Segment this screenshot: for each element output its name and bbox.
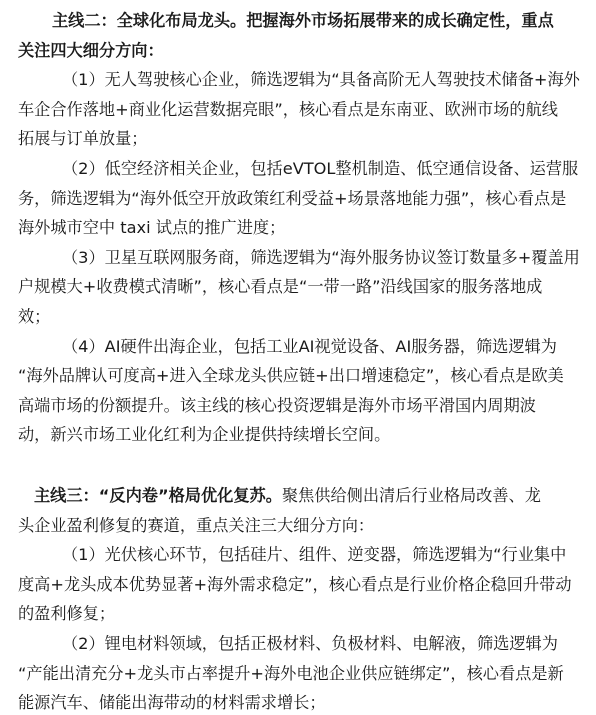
section3-item2-line3: 能源汽车、储能出海带动的材料需求增长；: [18, 693, 326, 713]
section2-item3-line2: 户规模大+收费模式清晰”，核心看点是“一带一路”沿线国家的服务落地成: [18, 277, 543, 297]
section2-heading-line2: 关注四大细分方向：: [18, 40, 164, 60]
section2-item1-line1: （1）无人驾驶核心企业，筛选逻辑为“具备高阶无人驾驶技术储备+海外: [62, 70, 580, 90]
section3-item1-line2: 度高+龙头成本优势显著+海外需求稳定”，核心看点是行业价格企稳回升带动: [18, 574, 572, 594]
section2-item4-line3: 高端市场的份额提升。该主线的核心投资逻辑是海外市场平滑国内周期波: [18, 395, 536, 415]
section2-item4-line1: （4）AI硬件出海企业，包括工业AI视觉设备、AI服务器，筛选逻辑为: [62, 336, 557, 356]
section2-item4-line2: “海外品牌认可度高+进入全球龙头供应链+出口增速稳定”，核心看点是欧美: [18, 366, 564, 386]
section2-item2-line3: 海外城市空中 taxi 试点的推广进度；: [18, 218, 286, 238]
section3-item1-line1: （1）光伏核心环节，包括硅片、组件、逆变器，筛选逻辑为“行业集中: [62, 545, 567, 565]
section2-item3-line1: （3）卫星互联网服务商，筛选逻辑为“海外服务协议签订数量多+覆盖用: [62, 247, 580, 267]
section2-item1-line2: 车企合作落地+商业化运营数据亮眼”，核心看点是东南亚、欧洲市场的航线: [18, 99, 558, 119]
section3-item2-line2: “产能出清充分+龙头市占率提升+海外电池企业供应链绑定”，核心看点是新: [18, 663, 564, 683]
section2-item2-line2: 务，筛选逻辑为“海外低空开放政策红利受益+场景落地能力强”，核心看点是: [18, 188, 567, 208]
section3-heading-rest: 聚焦供给侧出清后行业格局改善、龙: [281, 486, 541, 505]
section2-heading-line1: 主线二：全球化布局龙头。把握海外市场拓展带来的成长确定性，重点: [52, 11, 554, 30]
section3-heading-bold: 主线三：“反内卷”格局优化复苏。: [34, 486, 282, 505]
section3-heading-line1: [34, 486, 596, 508]
section2-item1-line3: 拓展与订单放量；: [18, 129, 148, 149]
section2-item2-line1: （2）低空经济相关企业，包括eVTOL整机制造、低空通信设备、运营服: [62, 159, 579, 178]
section2-item4-line4: 动，新兴市场工业化红利为企业提供持续增长空间。: [18, 425, 391, 445]
section3-item1-line3: 的盈利修复；: [18, 604, 116, 624]
section2-item3-line3: 效；: [18, 307, 51, 326]
section3-heading-line2: 头企业盈利修复的赛道，重点关注三大细分方向：: [18, 515, 375, 535]
section3-item2-line1: （2）锂电材料领域，包括正极材料、负极材料、电解液，筛选逻辑为: [62, 634, 558, 653]
